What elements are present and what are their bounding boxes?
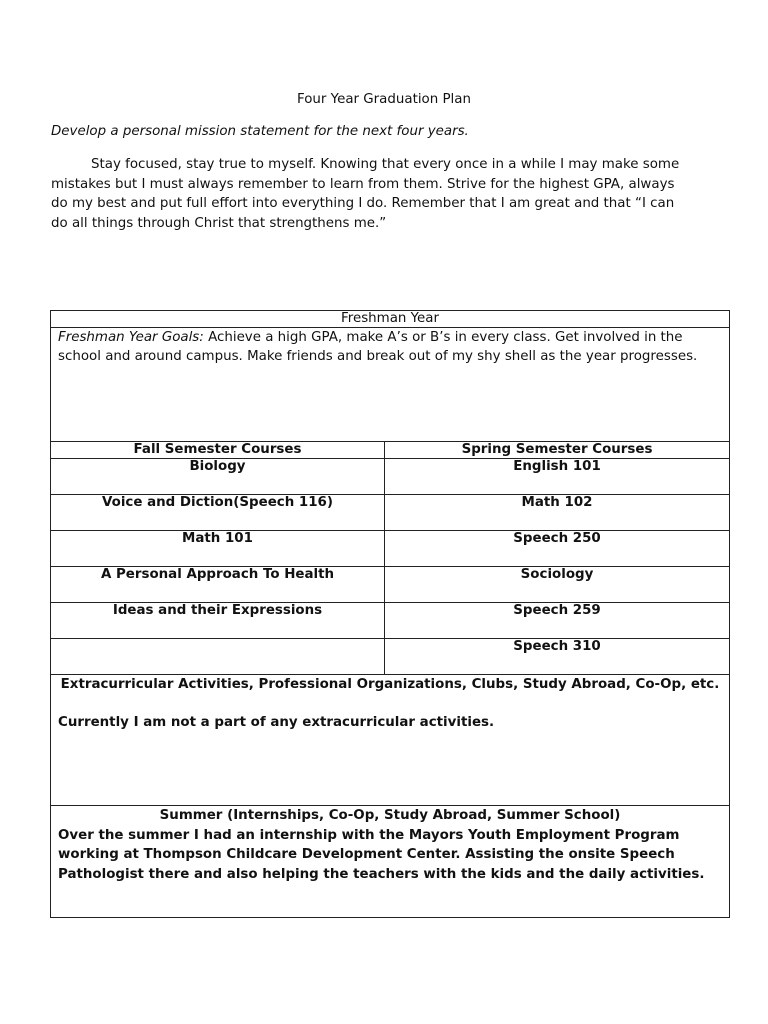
course-row xyxy=(51,567,730,603)
freshman-plan-table xyxy=(50,310,730,918)
fall-course: Math 101 xyxy=(51,531,385,567)
page-title: Four Year Graduation Plan xyxy=(297,92,471,107)
course-row xyxy=(51,495,730,531)
extracurricular-row xyxy=(51,675,730,806)
spring-course: Speech 259 xyxy=(385,603,730,639)
fall-semester-header: Fall Semester Courses xyxy=(51,442,385,459)
semester-header-row xyxy=(51,442,730,459)
course-row xyxy=(51,531,730,567)
spring-course: Sociology xyxy=(385,567,730,603)
course-row xyxy=(51,639,730,675)
spring-course: Speech 310 xyxy=(385,639,730,675)
goals-text: Achieve a high GPA, make A’s or B’s in every class. Get involved in the school and around campus. Make friends and break out of my shy shell as the year progresses. xyxy=(58,330,698,364)
mission-statement: Stay focused, stay true to myself. Knowing that every once in a while I may make some mistakes but I must always remember to learn from them. Strive for the highest GPA, always do my best and put full effort into everything I do. Remember that I am great and that “I can do all things through Christ that strengthens me.” xyxy=(51,157,680,231)
mission-prompt: Develop a personal mission statement for the next four years. xyxy=(51,124,469,139)
spring-course: English 101 xyxy=(385,459,730,495)
extracurricular-heading: Extracurricular Activities, Professional Organizations, Clubs, Study Abroad, Co-Op, etc. xyxy=(60,677,720,692)
spring-course: Math 102 xyxy=(385,495,730,531)
extracurricular-cell xyxy=(51,675,730,806)
fall-course: Voice and Diction(Speech 116) xyxy=(51,495,385,531)
freshman-heading-row xyxy=(51,311,730,328)
summer-cell xyxy=(51,806,730,918)
extracurricular-text: Currently I am not a part of any extracurricular activities. xyxy=(58,714,495,730)
freshman-goals-row xyxy=(51,328,730,442)
spring-course: Speech 250 xyxy=(385,531,730,567)
fall-course xyxy=(51,639,385,675)
course-row xyxy=(51,603,730,639)
fall-course: Ideas and their Expressions xyxy=(51,603,385,639)
course-row xyxy=(51,459,730,495)
spring-semester-header: Spring Semester Courses xyxy=(385,442,730,459)
goals-label: Freshman Year Goals: xyxy=(58,330,204,345)
fall-course: Biology xyxy=(51,459,385,495)
fall-course: A Personal Approach To Health xyxy=(51,567,385,603)
summer-row xyxy=(51,806,730,918)
summer-heading: Summer (Internships, Co-Op, Study Abroad, Summer School) xyxy=(159,808,621,823)
freshman-goals-cell xyxy=(51,328,730,442)
freshman-year-heading: Freshman Year xyxy=(51,311,730,328)
summer-text: Over the summer I had an internship with the Mayors Youth Employment Program working at Thompson Childcare Development Center. Assisting the onsite Speech Pathologist there and also helping the teachers with the kids and the daily activities. xyxy=(58,827,705,882)
